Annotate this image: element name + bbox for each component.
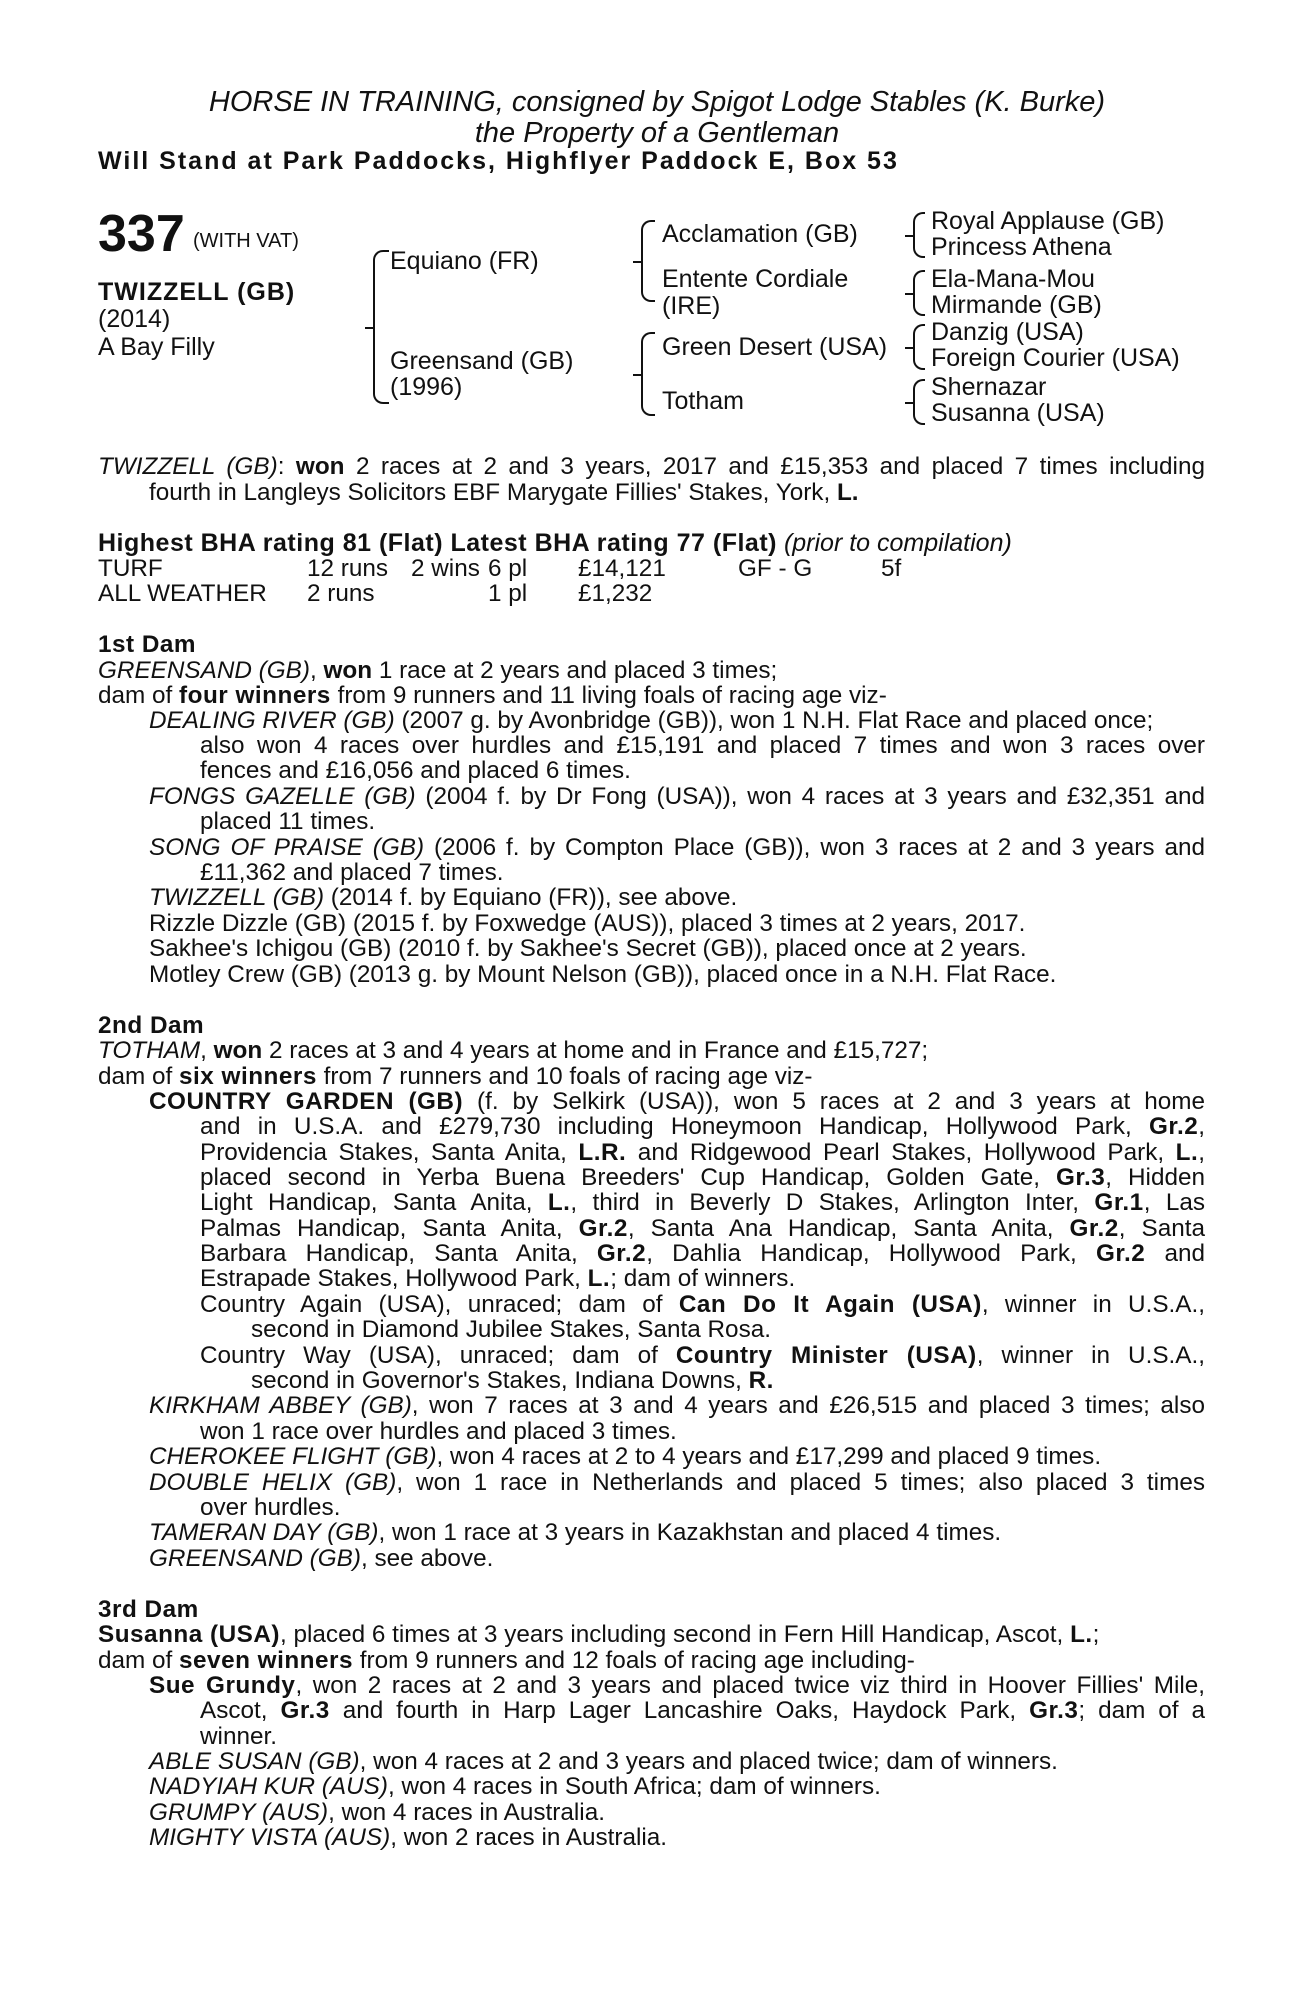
pedigree-brace [641,220,655,302]
turf-record-going: GF - G [738,555,813,582]
sire-sire-dam: Princess Athena [931,233,1112,261]
foaling-year: (2014) [98,305,171,333]
turf-record-runs: 12 runs [307,555,389,582]
grumpy-line: GRUMPY (AUS), won 4 races in Australia. [149,1799,605,1826]
double-helix-line-1: DOUBLE HELIX (GB), won 1 race in Netherlands and placed 5 times; also placed 3 times [149,1469,1205,1496]
progeny-entry-2-cont: placed 11 times. [200,808,376,835]
summary-line-2: fourth in Langleys Solicitors EBF Marygate Fillies' Stakes, York, L. [149,479,859,506]
progeny-entry-3-cont: £11,362 and placed 7 times. [200,859,504,886]
sire-dam-sire: Ela-Mana-Mou [931,265,1095,293]
aw-record-surface: ALL WEATHER [98,580,267,607]
turf-record-wins: 2 wins [411,555,480,582]
progeny-entry-7: Motley Crew (GB) (2013 g. by Mount Nelson (GB)), placed once in a N.H. Flat Race. [149,961,1057,988]
country-garden-line-3: Providencia Stakes, Santa Anita, L.R. and Ridgewood Pearl Stakes, Hollywood Park, L., [200,1139,1205,1166]
turf-record-places: 6 pl [488,555,528,582]
pedigree-brace [641,332,655,416]
dam-sire-dam: Foreign Courier (USA) [931,344,1180,372]
second-dam-line-2: dam of six winners from 7 runners and 10 foals of racing age viz- [98,1063,813,1090]
turf-record-distance: 5f [881,555,902,582]
second-dam-heading: 2nd Dam [98,1012,205,1039]
country-garden-line-7: Barbara Handicap, Santa Anita, Gr.2, Dahlia Handicap, Hollywood Park, Gr.2 and [200,1240,1205,1267]
greensand-line: GREENSAND (GB), see above. [149,1545,494,1572]
stabling-line: Will Stand at Park Paddocks, Highflyer Paddock E, Box 53 [98,147,899,175]
progeny-entry-1-cont: also won 4 races over hurdles and £15,191 and placed 7 times and won 3 races over [200,732,1205,759]
horse-description: A Bay Filly [98,333,215,361]
kirkham-abbey-line-2: won 1 race over hurdles and placed 3 times. [200,1418,677,1445]
progeny-entry-5: Rizzle Dizzle (GB) (2015 f. by Foxwedge (AUS)), placed 3 times at 2 years, 2017. [149,910,1026,937]
able-susan-line: ABLE SUSAN (GB), won 4 races at 2 and 3 years and placed twice; dam of winners. [149,1748,1058,1775]
country-way-line-1: Country Way (USA), unraced; dam of Country Minister (USA), winner in U.S.A., [200,1342,1205,1369]
tameran-day-line: TAMERAN DAY (GB), won 1 race at 3 years in Kazakhstan and placed 4 times. [149,1519,1002,1546]
mighty-vista-line: MIGHTY VISTA (AUS), won 2 races in Australia. [149,1824,668,1851]
country-again-line-1: Country Again (USA), unraced; dam of Can Do It Again (USA), winner in U.S.A., [200,1291,1205,1318]
pedigree-brace [913,270,925,316]
dam-sire-sire: Danzig (USA) [931,318,1084,346]
dam-dam-dam: Susanna (USA) [931,399,1105,427]
sire: Equiano (FR) [390,247,539,275]
vat-note: (WITH VAT) [193,230,299,252]
sire-sire: Acclamation (GB) [662,220,858,248]
dam-dam: Totham [662,387,744,415]
sue-grundy-line-3: winner. [200,1723,277,1750]
dam-year: (1996) [390,373,463,401]
bha-rating-heading: Highest BHA rating 81 (Flat) Latest BHA rating 77 (Flat) (prior to compilation) [98,529,1012,557]
country-garden-line-6: Palmas Handicap, Santa Anita, Gr.2, Santa Ana Handicap, Santa Anita, Gr.2, Santa [200,1215,1205,1242]
sue-grundy-line-2: Ascot, Gr.3 and fourth in Harp Lager Lancashire Oaks, Haydock Park, Gr.3; dam of a [200,1697,1206,1724]
cherokee-flight-line: CHEROKEE FLIGHT (GB), won 4 races at 2 to 4 years and £17,299 and placed 9 times. [149,1443,1102,1470]
dam: Greensand (GB) [390,347,574,375]
turf-record-earnings: £14,121 [578,555,666,582]
aw-record-earnings: £1,232 [578,580,653,607]
lot-number: 337 [98,205,185,263]
double-helix-line-2: over hurdles. [200,1494,341,1521]
third-dam-line-2: dam of seven winners from 9 runners and 12 foals of racing age including- [98,1647,915,1674]
property-line: the Property of a Gentleman [474,117,840,149]
country-again-line-2: second in Diamond Jubilee Stakes, Santa Rosa. [251,1316,771,1343]
country-garden-line-1: COUNTRY GARDEN (GB) (f. by Selkirk (USA)), won 5 races at 2 and 3 years at home [149,1088,1205,1115]
pedigree-brace [913,379,925,425]
first-dam-heading: 1st Dam [98,631,197,658]
sue-grundy-line-1: Sue Grundy, won 2 races at 2 and 3 years and placed twice viz third in Hoover Fillies' Mile, [149,1672,1206,1699]
pedigree-brace [373,250,389,404]
country-way-line-2: second in Governor's Stakes, Indiana Downs, R. [251,1367,774,1394]
progeny-entry-3: SONG OF PRAISE (GB) (2006 f. by Compton Place (GB)), won 3 races at 2 and 3 years and [149,834,1205,861]
progeny-entry-1: DEALING RIVER (GB) (2007 g. by Avonbridge (GB)), won 1 N.H. Flat Race and placed once; [149,707,1154,734]
sire-dam-dam: Mirmande (GB) [931,291,1102,319]
country-garden-line-8: Estrapade Stakes, Hollywood Park, L.; dam of winners. [200,1265,796,1292]
turf-record-surface: TURF [98,555,163,582]
third-dam-heading: 3rd Dam [98,1596,199,1623]
horse-name: TWIZZELL (GB) [98,278,296,306]
pedigree-brace [913,324,925,370]
aw-record-places: 1 pl [488,580,528,607]
aw-record-runs: 2 runs [307,580,375,607]
dam-sire: Green Desert (USA) [662,333,888,361]
progeny-entry-4: TWIZZELL (GB) (2014 f. by Equiano (FR)), see above. [149,884,738,911]
summary-line-1: TWIZZELL (GB): won 2 races at 2 and 3 years, 2017 and £15,353 and placed 7 times including [98,453,1205,480]
progeny-entry-2: FONGS GAZELLE (GB) (2004 f. by Dr Fong (USA)), won 4 races at 3 years and £32,351 and [149,783,1205,810]
consignor-line: HORSE IN TRAINING, consigned by Spigot Lodge Stables (K. Burke) [208,86,1106,118]
second-dam-line-1: TOTHAM, won 2 races at 3 and 4 years at home and in France and £15,727; [98,1037,929,1064]
progeny-entry-6: Sakhee's Ichigou (GB) (2010 f. by Sakhee's Secret (GB)), placed once at 2 years. [149,935,1027,962]
nadyiah-kur-line: NADYIAH KUR (AUS), won 4 races in South Africa; dam of winners. [149,1773,881,1800]
kirkham-abbey-line-1: KIRKHAM ABBEY (GB), won 7 races at 3 and 4 years and £26,515 and placed 3 times; also [149,1392,1205,1419]
third-dam-line-1: Susanna (USA), placed 6 times at 3 years including second in Fern Hill Handicap, Ascot, L.; [98,1621,1100,1648]
sire-sire-sire: Royal Applause (GB) [931,207,1165,235]
progeny-entry-1-cont: fences and £16,056 and placed 6 times. [200,757,631,784]
dam-dam-sire: Shernazar [931,373,1047,401]
first-dam-line-2: dam of four winners from 9 runners and 11 living foals of racing age viz- [98,682,887,709]
sire-dam: Entente Cordiale [662,265,849,293]
country-garden-line-2: and in U.S.A. and £279,730 including Honeymoon Handicap, Hollywood Park, Gr.2, [200,1113,1205,1140]
country-garden-line-5: Light Handicap, Santa Anita, L., third in Beverly D Stakes, Arlington Inter, Gr.1, Las [200,1189,1205,1216]
sire-dam-country: (IRE) [662,292,721,320]
pedigree-brace [913,212,925,258]
first-dam-line-1: GREENSAND (GB), won 1 race at 2 years and placed 3 times; [98,657,778,684]
country-garden-line-4: placed second in Yerba Buena Breeders' Cup Handicap, Golden Gate, Gr.3, Hidden [200,1164,1206,1191]
